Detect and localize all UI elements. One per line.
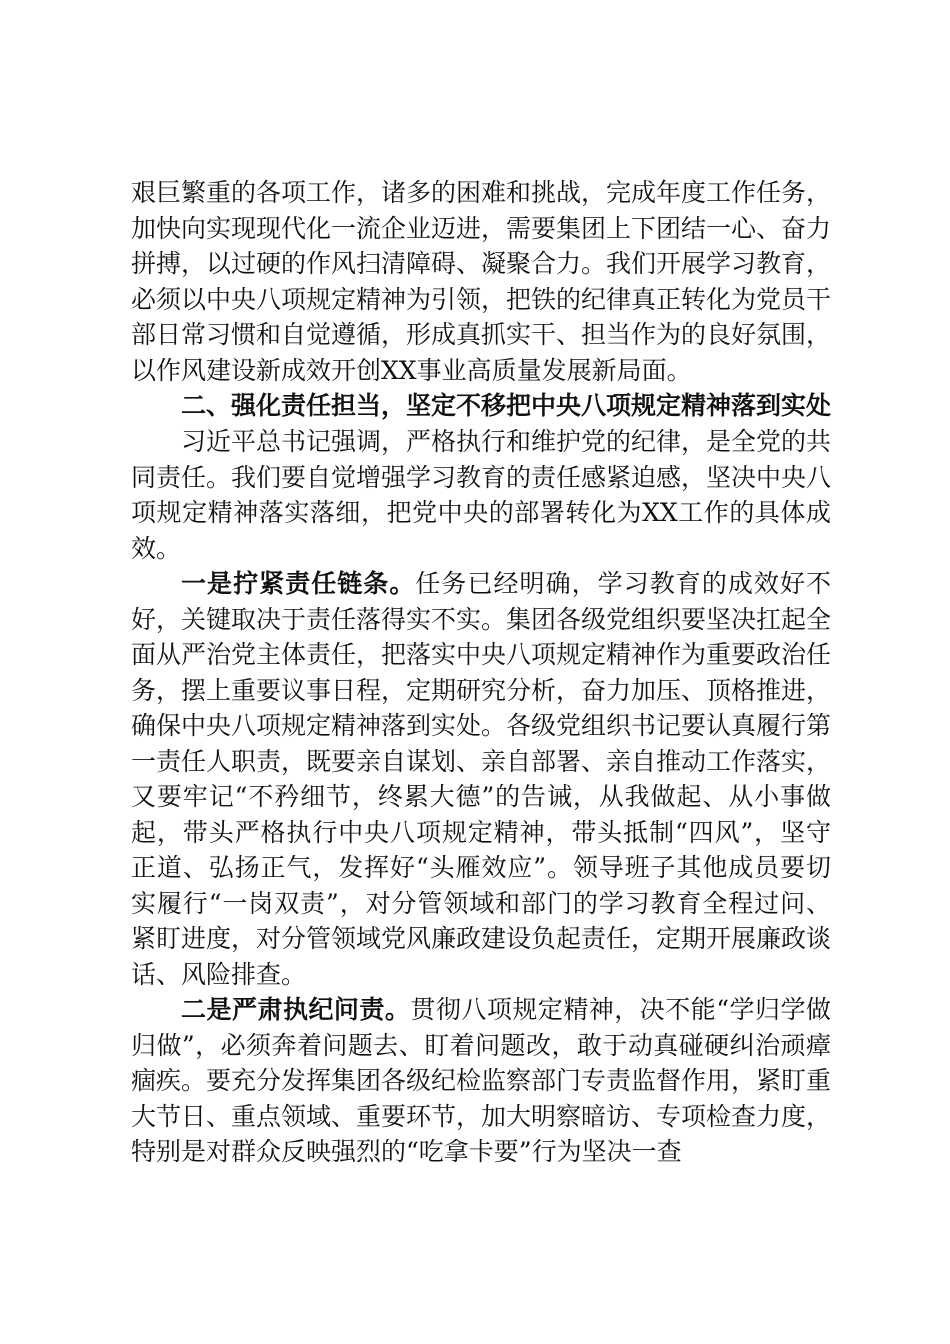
point-2-lead: 二是严肃执纪问责。 [181, 995, 411, 1024]
paragraph-point-2 [131, 992, 831, 1170]
section-heading: 二、强化责任担当，坚定不移把中央八项规定精神落到实处 [181, 391, 832, 420]
point-2-body: 贯彻八项规定精神，决不能“学归学做归做”，必须奔着问题去、盯着问题改，敢于动真碰硬纠治顽瘴痼疾。要充分发挥集团各级纪检监察部门专责监督作用，紧盯重大节日、重点领域、重要环节，加大明察暗访、专项检查力度，特别是对群众反映强烈的“吃拿卡要”行为坚决一查 [131, 995, 832, 1166]
paragraph-continued: 艰巨繁重的各项工作，诸多的困难和挑战，完成年度工作任务，加快向实现现代化一流企业迈进，需要集团上下团结一心、奋力拼搏，以过硬的作风扫清障碍、凝聚合力。我们开展学习教育，必须以中央八项规定精神为引领，把铁的纪律真正转化为党员干部日常习惯和自觉遵循，形成真抓实干、担当作为的良好氛围，以作风建设新成效开创XX事业高质量发展新局面。 [131, 178, 832, 385]
paragraph-point-1 [131, 566, 831, 992]
document-body [131, 175, 831, 1170]
paragraph-intro: 习近平总书记强调，严格执行和维护党的纪律，是全党的共同责任。我们要自觉增强学习教育的责任感紧迫感，坚决中央八项规定精神落实落细，把党中央的部署转化为XX工作的具体成效。 [131, 427, 832, 563]
point-1-lead: 一是拧紧责任链条。 [181, 569, 416, 598]
point-1-body: 任务已经明确，学习教育的成效好不好，关键取决于责任落得实不实。集团各级党组织要坚决扛起全面从严治党主体责任，把落实中央八项规定精神作为重要政治任务，摆上重要议事日程，定期研究分析，奋力加压、顶格推进，确保中央八项规定精神落到实处。各级党组织书记要认真履行第一责任人职责，既要亲自谋划、亲自部署、亲自推动工作落实，又要牢记“不矜细节，终累大德”的告诫，从我做起、从小事做起，带头严格执行中央八项规定精神，带头抵制“四风”，坚守正道、弘扬正气，发挥好“头雁效应”。领导班子其他成员要切实履行“一岗双责”，对分管领域和部门的学习教育全程过问、紧盯进度，对分管领域党风廉政建设负起责任，定期开展廉政谈话、风险排查。 [131, 569, 832, 989]
